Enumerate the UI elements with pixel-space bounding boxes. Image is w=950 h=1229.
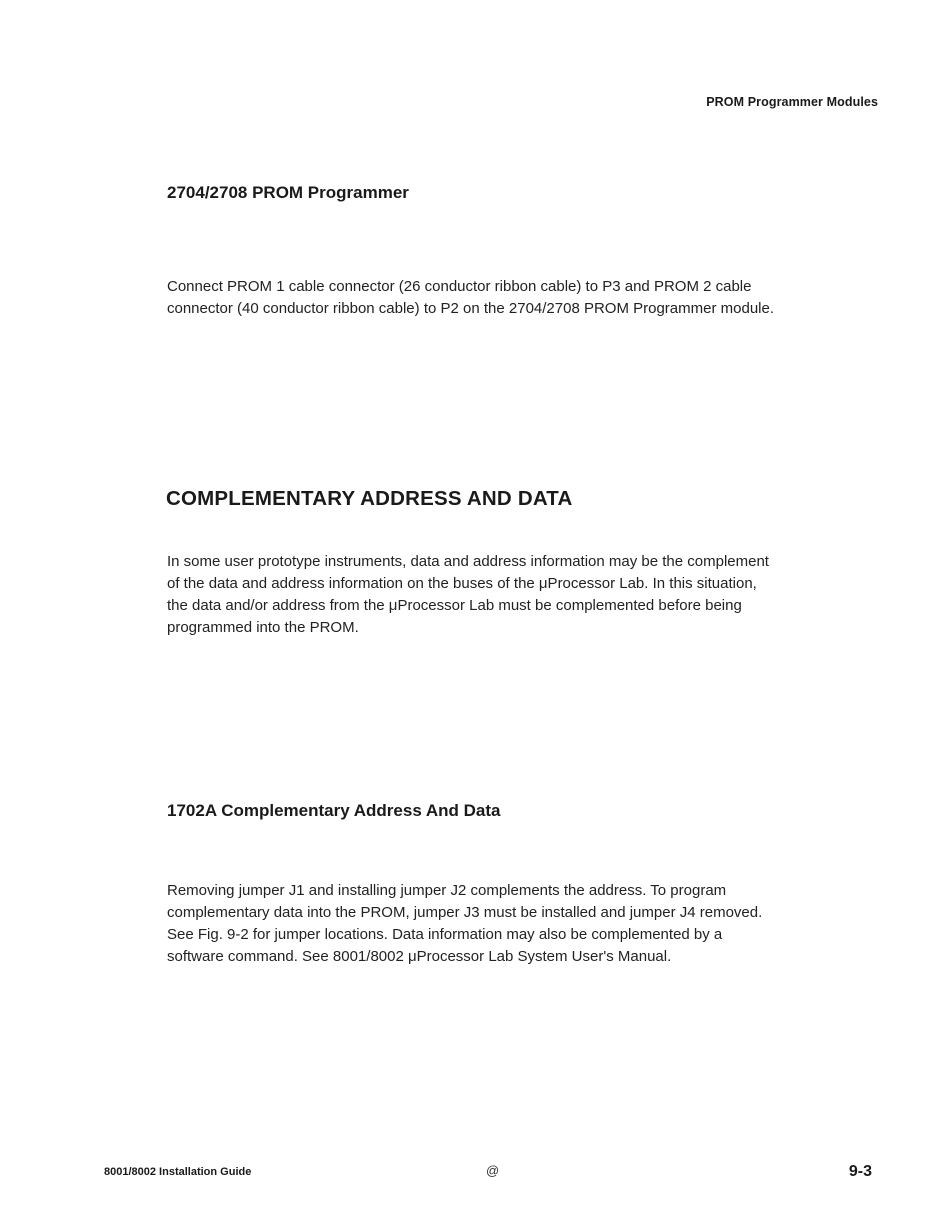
- text-line: connector (40 conductor ribbon cable) to P2 on the 2704/2708 PROM Programmer module.: [167, 300, 775, 317]
- heading-2704-2708: 2704/2708 PROM Programmer: [167, 183, 409, 202]
- text-line: software command. See 8001/8002 μProcessor Lab System User's Manual.: [167, 948, 672, 965]
- text-line: programmed into the PROM.: [167, 619, 359, 636]
- paragraph-1702a: [167, 880, 847, 968]
- heading-complementary: COMPLEMENTARY ADDRESS AND DATA: [166, 487, 573, 510]
- text-line: In some user prototype instruments, data and address information may be the complement: [167, 553, 769, 570]
- heading-1702a: 1702A Complementary Address And Data: [167, 801, 501, 820]
- footer-doc-title: 8001/8002 Installation Guide: [104, 1166, 252, 1178]
- text-line: Connect PROM 1 cable connector (26 conductor ribbon cable) to P3 and PROM 2 cable: [167, 278, 752, 295]
- text-line: complementary data into the PROM, jumper J3 must be installed and jumper J4 removed.: [167, 904, 763, 921]
- text-line: of the data and address information on the buses of the μProcessor Lab. In this situation,: [167, 575, 757, 592]
- page-number: 9-3: [848, 1163, 872, 1180]
- paragraph-2704-2708: [167, 276, 847, 320]
- running-head: PROM Programmer Modules: [706, 95, 878, 109]
- text-line: Removing jumper J1 and installing jumper J2 complements the address. To program: [167, 882, 727, 899]
- text-line: See Fig. 9-2 for jumper locations. Data information may also be complemented by a: [167, 926, 723, 943]
- footer-mark: @: [486, 1163, 500, 1178]
- text-line: the data and/or address from the μProcessor Lab must be complemented before being: [167, 597, 742, 614]
- paragraph-complementary: [167, 551, 847, 639]
